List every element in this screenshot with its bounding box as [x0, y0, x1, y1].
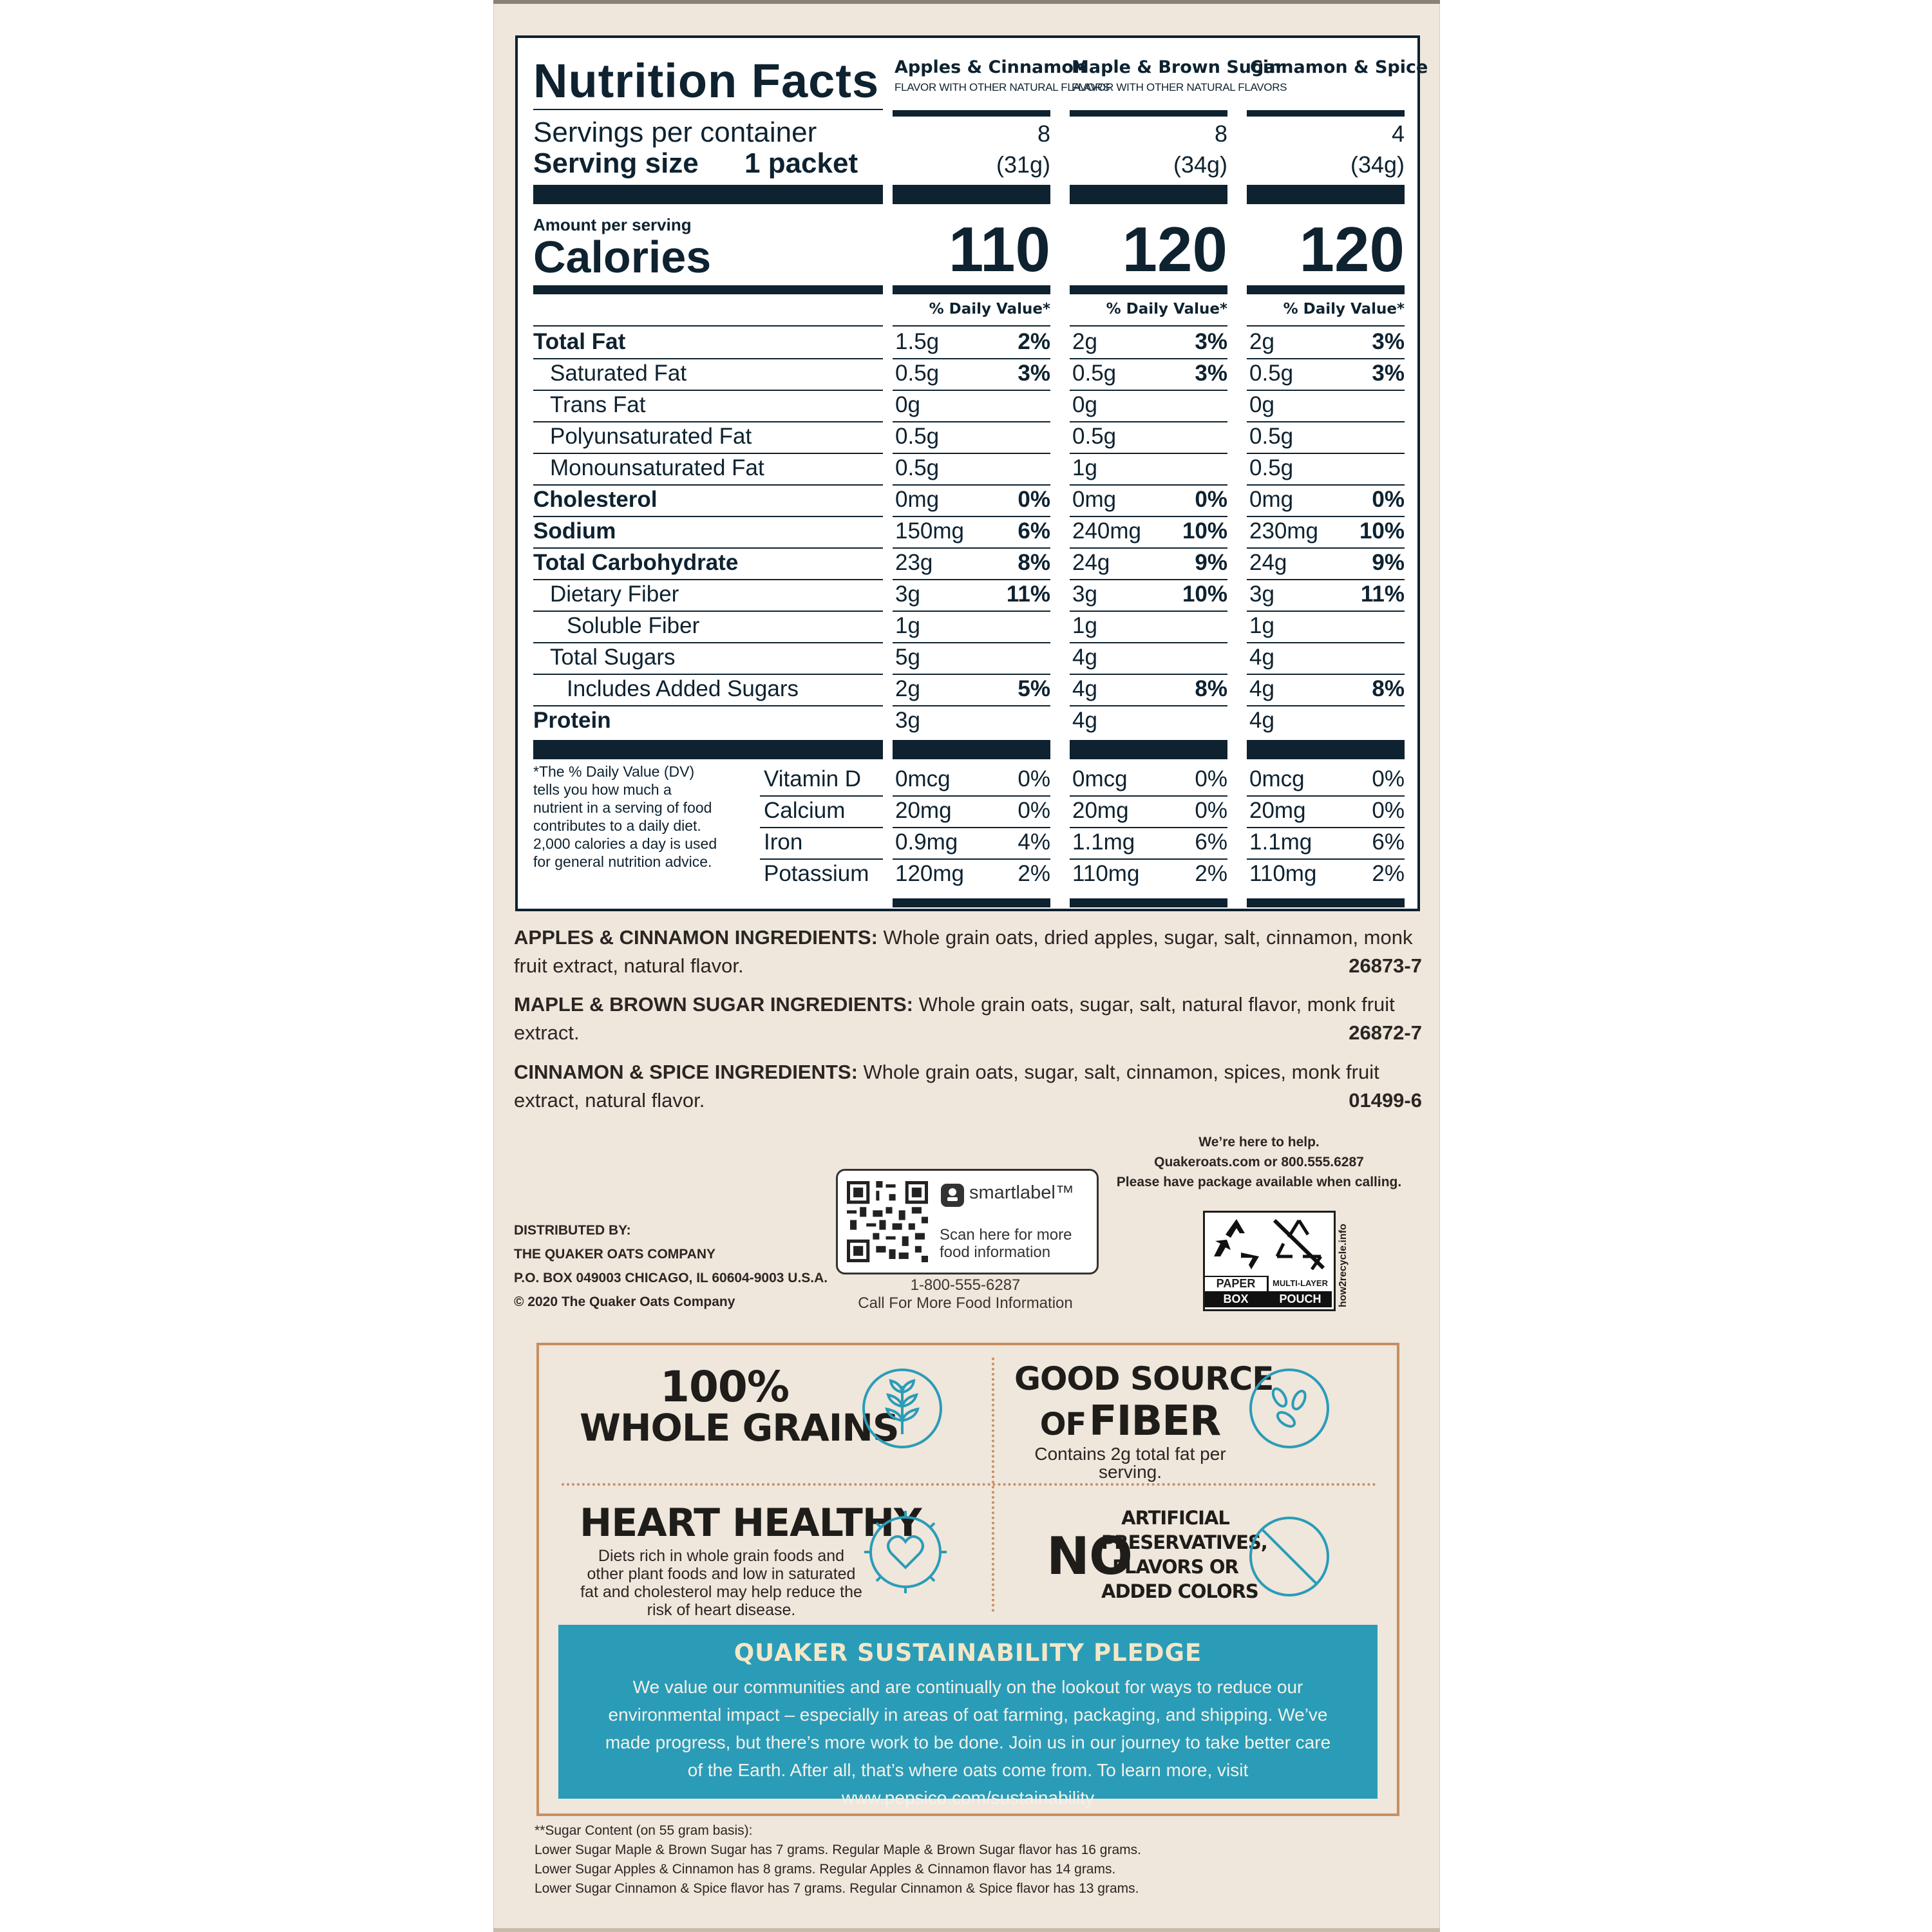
how2recycle-site [1335, 1211, 1350, 1307]
row-divider [533, 325, 883, 327]
smartlabel-line: food information [940, 1244, 1051, 1261]
claim-no-line: ADDED COLORS [1101, 1580, 1258, 1602]
row-divider [893, 516, 1050, 517]
nutrient-daily-value: 8% [1018, 550, 1050, 575]
row-divider [1070, 516, 1227, 517]
claim-heart-healthy-subtext: Diets rich in whole grain foods and other plant foods and low in saturated fat and cholesterol may help reduce the risk of heart disease. [580, 1547, 862, 1619]
calories-apples-cinnamon: 110 [948, 214, 1050, 285]
ingredients-heading: CINNAMON & SPICE INGREDIENTS: [514, 1061, 858, 1083]
claim-no-line: FLAVORS OR [1112, 1556, 1238, 1578]
row-divider [1070, 827, 1227, 828]
ingredients-apples-cinnamon [514, 923, 1422, 980]
row-divider [1247, 484, 1405, 486]
sugar-note-line: **Sugar Content (on 55 gram basis): [535, 1823, 753, 1838]
heart-icon [860, 1507, 951, 1597]
row-divider [1247, 642, 1405, 643]
row-divider [1247, 516, 1405, 517]
nutrient-amount: 0g [1249, 392, 1274, 417]
serving-size-value: 1 packet [744, 147, 858, 179]
nutrient-daily-value: 10% [1182, 518, 1227, 544]
nutrient-amount: 0mg [1072, 487, 1117, 512]
nutrient-amount: 1g [1249, 613, 1274, 638]
daily-value-header: % Daily Value* [1283, 301, 1405, 317]
row-divider [760, 795, 883, 797]
row-divider [1247, 858, 1405, 860]
product-code: 26873-7 [1349, 954, 1422, 977]
divider [533, 109, 883, 110]
vitamin-amount: 20mg [895, 798, 952, 823]
claim-fiber-word: FIBER [1088, 1397, 1221, 1445]
bottom-divider [1070, 898, 1227, 907]
vitamin-daily-value: 6% [1372, 829, 1405, 855]
thick-divider [1247, 185, 1405, 204]
nutrient-daily-value: 3% [1195, 329, 1227, 354]
smartlabel-logo-icon [940, 1182, 965, 1208]
vitamin-daily-value: 6% [1195, 829, 1227, 855]
pledge-title: QUAKER SUSTAINABILITY PLEDGE [734, 1639, 1202, 1667]
nutrient-label: Monounsaturated Fat [550, 455, 764, 480]
prohibited-icon [1247, 1515, 1331, 1598]
row-divider [533, 642, 883, 643]
row-divider [533, 611, 883, 612]
smartlabel-phone [836, 1276, 1095, 1312]
nutrient-daily-value: 3% [1018, 361, 1050, 386]
vitamin-amount: 0mcg [895, 766, 951, 791]
calories-maple-brown-sugar: 120 [1122, 214, 1227, 285]
nutrient-daily-value: 8% [1195, 676, 1227, 701]
nutrient-amount: 5g [895, 645, 920, 670]
nutrient-amount: 150mg [895, 518, 965, 544]
row-divider [893, 642, 1050, 643]
row-divider [893, 827, 1050, 828]
nutrient-daily-value: 0% [1195, 487, 1227, 512]
vitamin-amount: 110mg [1072, 861, 1140, 886]
nutrient-amount: 240mg [1072, 518, 1142, 544]
distributor-line: DISTRIBUTED BY: [514, 1223, 631, 1238]
nutrient-daily-value: 8% [1372, 676, 1405, 701]
row-divider [533, 484, 883, 486]
thick-divider [893, 185, 1050, 204]
row-divider [1247, 579, 1405, 580]
nutrient-amount: 0.5g [1249, 361, 1294, 386]
nutrient-daily-value: 6% [1018, 518, 1050, 544]
row-divider [1070, 674, 1227, 675]
vitamin-amount: 120mg [895, 861, 965, 886]
claim-whole-grains-text: WHOLE GRAINS [580, 1406, 899, 1450]
nutrient-amount: 1.5g [895, 329, 940, 354]
serving-size-label: Serving size [533, 147, 699, 179]
pledge-body: We value our communities and are continually on the lookout for ways to reduce our environmental impact – especially in areas of oat farming, packaging, and shipping. We’ve made progress, but there’s more work to be done. Join us in our journey to take better care of the Earth. After all, that’s where oats come from. To learn more, visit www.pepsico.com/sustainability [605, 1677, 1331, 1808]
claim-fiber-subtext: Contains 2g total fat per serving. [1034, 1444, 1226, 1482]
row-divider [893, 358, 1050, 359]
nutrient-label: Total Sugars [550, 645, 676, 670]
row-divider [1247, 547, 1405, 549]
nutrient-amount: 2g [1072, 329, 1097, 354]
distributor-info [514, 1218, 828, 1314]
bottom-divider [893, 898, 1050, 907]
nutrient-label: Protein [533, 708, 611, 733]
medium-divider [893, 285, 1050, 294]
medium-divider [1070, 285, 1227, 294]
nutrient-amount: 0.5g [1072, 361, 1117, 386]
nutrient-label: Includes Added Sugars [567, 676, 799, 701]
vitamin-daily-value: 2% [1018, 861, 1050, 886]
vitamin-daily-value: 0% [1195, 766, 1227, 791]
ingredients-text: Whole grain oats, dried apples, sugar, salt, cinnamon, monk fruit extract, natural flavor. [514, 926, 1413, 977]
row-divider [533, 547, 883, 549]
nutrient-daily-value: 2% [1018, 329, 1050, 354]
thick-divider [1070, 185, 1227, 204]
row-divider [1247, 421, 1405, 422]
column-header-apples-cinnamon: Apples & Cinnamon [895, 57, 1086, 77]
nutrient-daily-value: 0% [1018, 487, 1050, 512]
ingredients-text: Whole grain oats, sugar, salt, natural flavor, monk fruit extract. [514, 993, 1395, 1044]
sustainability-pledge [558, 1625, 1378, 1808]
thick-divider [533, 185, 883, 204]
recycle-box-type: BOX [1205, 1291, 1267, 1307]
nutrient-amount: 4g [1072, 645, 1097, 670]
servings-apples-cinnamon: 8 [1037, 120, 1050, 147]
nutrient-daily-value: 3% [1372, 329, 1405, 354]
smartlabel-text [940, 1226, 1072, 1261]
nutrient-amount: 3g [1249, 582, 1274, 607]
servings-cinnamon-spice: 4 [1391, 120, 1405, 147]
row-divider [893, 547, 1050, 549]
thick-divider [1247, 740, 1405, 759]
smartlabel-line: Scan here for more [940, 1226, 1072, 1244]
nutrient-amount: 3g [895, 708, 920, 733]
qr-code-icon[interactable] [847, 1181, 928, 1262]
distributor-line: THE QUAKER OATS COMPANY [514, 1247, 716, 1262]
row-divider [533, 579, 883, 580]
sugar-note-line: Lower Sugar Maple & Brown Sugar has 7 grams. Regular Maple & Brown Sugar flavor has 16 grams. [535, 1842, 1141, 1857]
row-divider [533, 674, 883, 675]
help-contact[interactable]: Quakeroats.com or 800.555.6287 [1154, 1155, 1364, 1170]
nutrient-amount: 0mg [895, 487, 940, 512]
claim-no-artificial-list [1101, 1506, 1267, 1604]
daily-value-footnote: *The % Daily Value (DV) tells you how much a nutrient in a serving of food contributes to a daily diet. 2,000 calories a day is used for general nutrition advice. [533, 763, 717, 870]
claim-fiber-line1: GOOD SOURCE [1014, 1360, 1274, 1397]
row-divider [1247, 325, 1405, 327]
nutrient-amount: 2g [895, 676, 920, 701]
row-divider [1070, 453, 1227, 454]
recycle-pouch-type: POUCH [1269, 1291, 1332, 1307]
nutrient-label: Sodium [533, 518, 616, 544]
row-divider [893, 579, 1050, 580]
row-divider [1247, 674, 1405, 675]
nutrient-amount: 24g [1249, 550, 1287, 575]
divider [893, 110, 1050, 117]
panel-top-edge [493, 0, 1440, 4]
nutrient-amount: 4g [1072, 676, 1097, 701]
vitamin-amount: 0mcg [1072, 766, 1128, 791]
vitamin-label: Potassium [764, 861, 869, 886]
nutrient-daily-value: 9% [1195, 550, 1227, 575]
recycle-icon [1208, 1215, 1265, 1272]
nutrient-label: Dietary Fiber [550, 582, 679, 607]
vitamin-amount: 0.9mg [895, 829, 958, 855]
vitamin-daily-value: 4% [1018, 829, 1050, 855]
nutrition-facts-panel [515, 35, 1428, 911]
vitamin-daily-value: 0% [1372, 766, 1405, 791]
nutrition-facts-title: Nutrition Facts [533, 54, 880, 108]
nutrient-label: Saturated Fat [550, 361, 687, 386]
claim-no-word: NO [1046, 1526, 1132, 1586]
nutrient-daily-value: 10% [1182, 582, 1227, 607]
help-line: Please have package available when calling. [1116, 1175, 1402, 1189]
customer-help [1108, 1132, 1410, 1192]
medium-divider [1247, 285, 1405, 294]
daily-value-header: % Daily Value* [1106, 301, 1227, 317]
servings-per-container-label: Servings per container [533, 117, 817, 148]
distributor-line: P.O. BOX 049003 CHICAGO, IL 60604-9003 U.S.A. [514, 1271, 828, 1285]
phone-caption: Call For More Food Information [858, 1294, 1073, 1312]
row-divider [893, 611, 1050, 612]
nutrient-amount: 3g [1072, 582, 1097, 607]
row-divider [1247, 795, 1405, 797]
row-divider [1070, 358, 1227, 359]
calories-label: Calories [533, 232, 712, 282]
vitamin-daily-value: 2% [1372, 861, 1405, 886]
ingredients-cinnamon-spice [514, 1058, 1422, 1115]
vitamin-label: Iron [764, 829, 803, 855]
row-divider [893, 453, 1050, 454]
sugar-note-line: Lower Sugar Cinnamon & Spice flavor has 7 grams. Regular Cinnamon & Spice flavor has 13 grams. [535, 1881, 1139, 1896]
row-divider [893, 325, 1050, 327]
serving-weight-apples-cinnamon: (31g) [996, 151, 1050, 178]
thick-divider [893, 740, 1050, 759]
row-divider [1070, 421, 1227, 422]
nutrient-label: Trans Fat [550, 392, 646, 417]
panel-bottom-edge [493, 1928, 1440, 1932]
oat-grains-icon [1247, 1367, 1331, 1450]
row-divider [1070, 390, 1227, 391]
nutrient-amount: 1g [895, 613, 920, 638]
claim-no-line: PRESERVATIVES, [1101, 1531, 1267, 1553]
row-divider [1070, 705, 1227, 706]
nutrient-label: Total Fat [533, 329, 626, 354]
nutrient-daily-value: 10% [1359, 518, 1405, 544]
row-divider [533, 358, 883, 359]
row-divider [533, 516, 883, 517]
row-divider [893, 421, 1050, 422]
row-divider [1070, 611, 1227, 612]
vitamin-amount: 0mcg [1249, 766, 1305, 791]
divider [1247, 110, 1405, 117]
ingredients-text: Whole grain oats, sugar, salt, cinnamon, spices, monk fruit extract, natural flavor. [514, 1061, 1379, 1112]
servings-maple-brown-sugar: 8 [1214, 120, 1227, 147]
row-divider [533, 705, 883, 706]
row-divider [1247, 611, 1405, 612]
vitamin-daily-value: 0% [1195, 798, 1227, 823]
sugar-note-line: Lower Sugar Apples & Cinnamon has 8 grams. Regular Apples & Cinnamon flavor has 14 grams. [535, 1862, 1116, 1877]
vitamin-amount: 1.1mg [1072, 829, 1135, 855]
claims-divider-horizontal [562, 1483, 1376, 1486]
nutrient-amount: 0.5g [1072, 424, 1117, 449]
divider [1070, 110, 1227, 117]
row-divider [1247, 453, 1405, 454]
row-divider [1070, 547, 1227, 549]
nutrient-label: Soluble Fiber [567, 613, 700, 638]
row-divider [760, 858, 883, 860]
serving-weight-cinnamon-spice: (34g) [1350, 151, 1405, 178]
row-divider [1247, 390, 1405, 391]
vitamin-amount: 20mg [1249, 798, 1306, 823]
nutrient-amount: 4g [1249, 676, 1274, 701]
nutrient-daily-value: 11% [1006, 582, 1050, 607]
row-divider [893, 390, 1050, 391]
nutrient-amount: 0.5g [1249, 455, 1294, 480]
nutrient-daily-value: 0% [1372, 487, 1405, 512]
claim-no-line: ARTIFICIAL [1121, 1507, 1229, 1529]
claim-fiber-of: OF [1039, 1406, 1086, 1443]
vitamin-amount: 110mg [1249, 861, 1317, 886]
row-divider [1070, 858, 1227, 860]
how2recycle-label [1203, 1211, 1336, 1311]
medium-divider [533, 285, 883, 294]
vitamin-daily-value: 0% [1018, 798, 1050, 823]
row-divider [893, 858, 1050, 860]
nutrient-label: Polyunsaturated Fat [550, 424, 752, 449]
claim-whole-grains-percent: 100% [660, 1362, 789, 1412]
bottom-divider [1247, 898, 1405, 907]
row-divider [533, 390, 883, 391]
amount-per-serving-label: Amount per serving [533, 215, 692, 234]
recycle-pouch-material: MULTI-LAYER [1273, 1278, 1328, 1288]
product-code: 01499-6 [1349, 1089, 1422, 1112]
vitamin-amount: 1.1mg [1249, 829, 1312, 855]
ingredients-maple-brown-sugar [514, 990, 1422, 1047]
help-line: We’re here to help. [1198, 1135, 1320, 1150]
vitamin-daily-value: 0% [1372, 798, 1405, 823]
nutrient-label: Total Carbohydrate [533, 550, 739, 575]
nutrient-daily-value: 5% [1018, 676, 1050, 701]
row-divider [760, 827, 883, 828]
how2recycle-site-text: how2recycle.info [1338, 1224, 1349, 1307]
row-divider [1070, 795, 1227, 797]
nutrient-amount: 2g [1249, 329, 1274, 354]
nutrient-amount: 1g [1072, 455, 1097, 480]
vitamin-daily-value: 2% [1195, 861, 1227, 886]
smartlabel-logo-text: smartlabel™ [969, 1182, 1074, 1203]
wheat-icon [860, 1367, 944, 1450]
serving-weight-maple-brown-sugar: (34g) [1173, 151, 1227, 178]
nutrient-amount: 0mg [1249, 487, 1294, 512]
nutrient-amount: 23g [895, 550, 933, 575]
nutrient-amount: 24g [1072, 550, 1110, 575]
ingredients-heading: MAPLE & BROWN SUGAR INGREDIENTS: [514, 993, 913, 1016]
smartlabel-box[interactable] [836, 1169, 1099, 1274]
nutrient-daily-value: 3% [1372, 361, 1405, 386]
daily-value-header: % Daily Value* [929, 301, 1050, 317]
row-divider [893, 484, 1050, 486]
thick-divider [1070, 740, 1227, 759]
row-divider [1070, 579, 1227, 580]
product-code: 26872-7 [1349, 1021, 1422, 1044]
calories-cinnamon-spice: 120 [1299, 214, 1405, 285]
phone-number[interactable]: 1-800-555-6287 [910, 1276, 1021, 1294]
column-header-maple-brown-sugar: Maple & Brown Sugar [1072, 57, 1284, 77]
row-divider [1070, 642, 1227, 643]
nutrient-amount: 3g [895, 582, 920, 607]
row-divider [893, 674, 1050, 675]
nutrient-daily-value: 3% [1195, 361, 1227, 386]
row-divider [1247, 358, 1405, 359]
row-divider [1247, 705, 1405, 706]
nutrient-amount: 0g [1072, 392, 1097, 417]
vitamin-amount: 20mg [1072, 798, 1129, 823]
row-divider [1070, 325, 1227, 327]
claim-heart-healthy-title: HEART HEALTHY [580, 1501, 922, 1546]
not-recyclable-icon [1269, 1215, 1329, 1272]
nutrient-daily-value: 9% [1372, 550, 1405, 575]
copyright-line: © 2020 The Quaker Oats Company [514, 1294, 735, 1309]
ingredients-heading: APPLES & CINNAMON INGREDIENTS: [514, 926, 878, 949]
nutrient-amount: 4g [1249, 708, 1274, 733]
nutrient-amount: 0.5g [895, 424, 940, 449]
nutrient-label: Cholesterol [533, 487, 658, 512]
recycle-box-material: PAPER [1216, 1277, 1256, 1290]
row-divider [1070, 484, 1227, 486]
vitamin-label: Vitamin D [764, 766, 862, 791]
nutrient-amount: 0.5g [895, 361, 940, 386]
vitamin-daily-value: 0% [1018, 766, 1050, 791]
nutrient-amount: 0.5g [1249, 424, 1294, 449]
column-header-cinnamon-spice: Cinnamon & Spice [1250, 57, 1428, 77]
column-sub-apples-cinnamon: FLAVOR WITH OTHER NATURAL FLAVORS [895, 81, 1110, 93]
column-sub-maple-brown-sugar: FLAVOR WITH OTHER NATURAL FLAVORS [1072, 81, 1287, 93]
row-divider [533, 453, 883, 454]
nutrient-amount: 0.5g [895, 455, 940, 480]
sugar-content-note [535, 1821, 1404, 1899]
nutrient-amount: 4g [1072, 708, 1097, 733]
claim-fiber-line2 [1014, 1397, 1246, 1445]
nutrient-amount: 4g [1249, 645, 1274, 670]
nutrient-daily-value: 11% [1360, 582, 1405, 607]
row-divider [893, 705, 1050, 706]
nutrient-amount: 1g [1072, 613, 1097, 638]
row-divider [1247, 827, 1405, 828]
row-divider [533, 421, 883, 422]
row-divider [893, 795, 1050, 797]
vitamin-label: Calcium [764, 798, 846, 823]
thick-divider [533, 740, 883, 759]
nutrient-amount: 0g [895, 392, 920, 417]
nutrient-amount: 230mg [1249, 518, 1319, 544]
